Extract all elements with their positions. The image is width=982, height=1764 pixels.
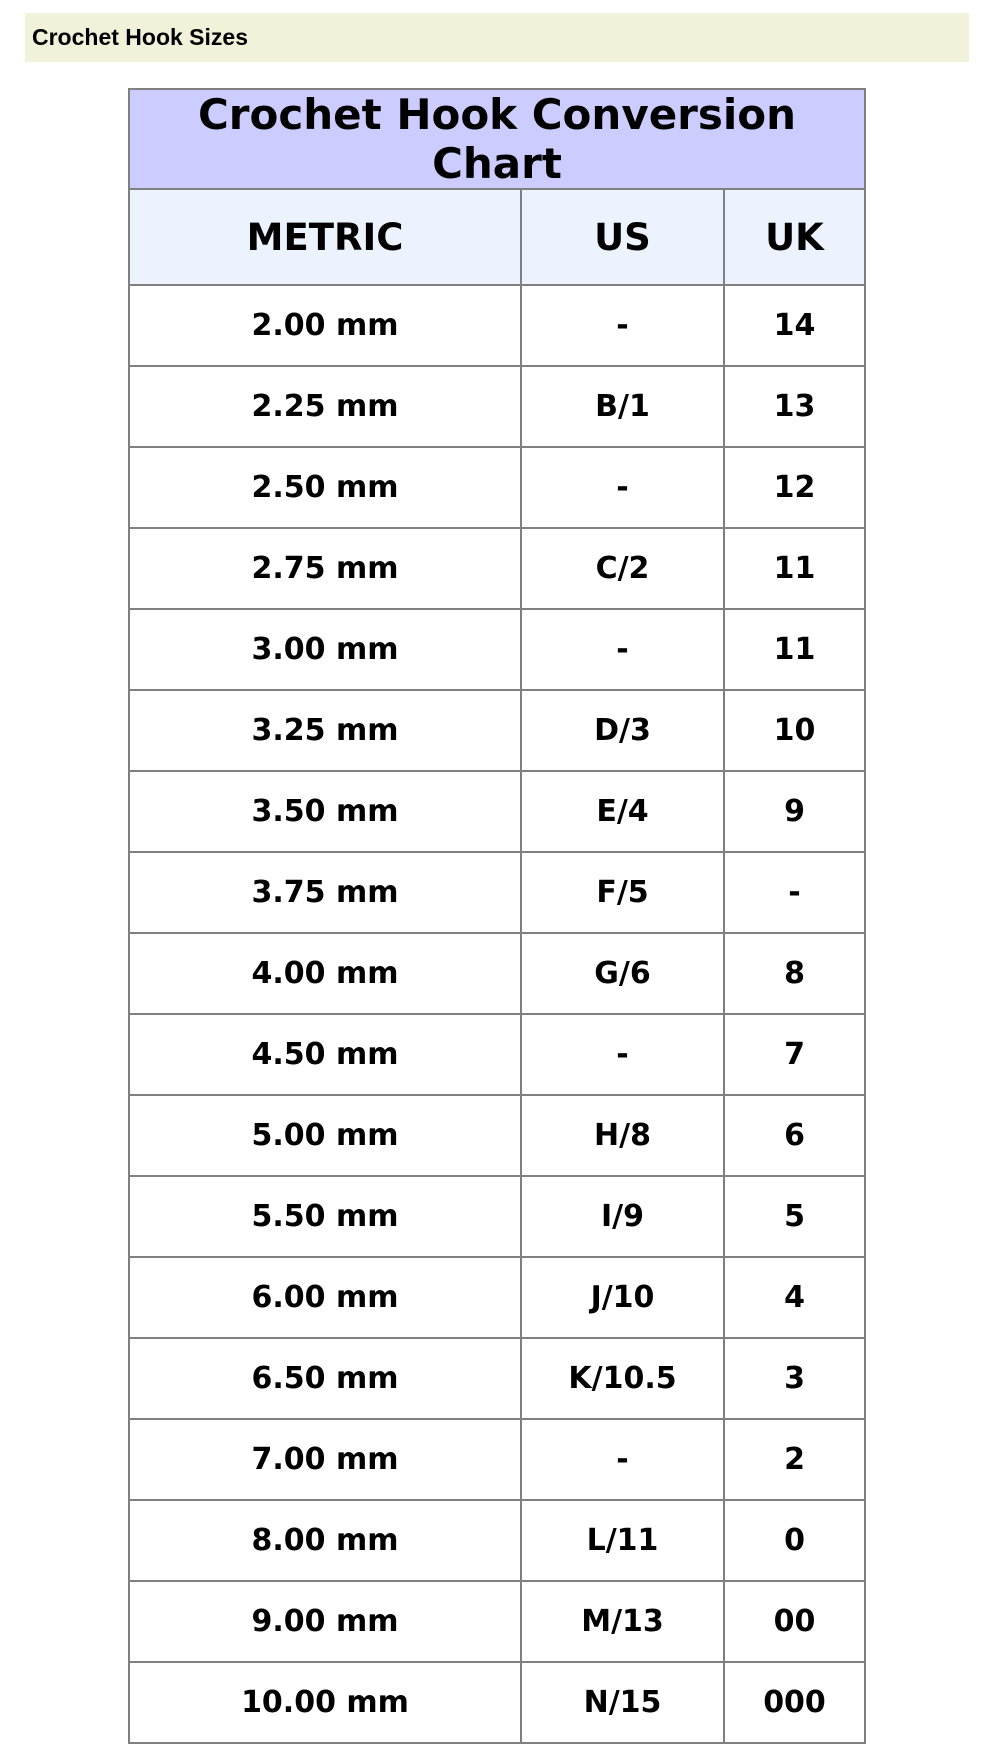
cell-metric: 8.00 mm xyxy=(129,1500,521,1581)
cell-metric: 10.00 mm xyxy=(129,1662,521,1743)
table-row xyxy=(129,771,865,852)
table-row xyxy=(129,1338,865,1419)
cell-metric: 6.50 mm xyxy=(129,1338,521,1419)
cell-metric: 5.00 mm xyxy=(129,1095,521,1176)
table-row xyxy=(129,609,865,690)
cell-us: L/11 xyxy=(521,1500,724,1581)
table-title: Crochet Hook Conversion Chart xyxy=(129,89,865,189)
cell-metric: 3.25 mm xyxy=(129,690,521,771)
table-row xyxy=(129,1419,865,1500)
cell-us: F/5 xyxy=(521,852,724,933)
cell-metric: 4.50 mm xyxy=(129,1014,521,1095)
table-row xyxy=(129,1176,865,1257)
cell-us: - xyxy=(521,1014,724,1095)
cell-metric: 2.50 mm xyxy=(129,447,521,528)
cell-uk: 2 xyxy=(724,1419,865,1500)
table-row xyxy=(129,1095,865,1176)
table-row xyxy=(129,447,865,528)
cell-us: I/9 xyxy=(521,1176,724,1257)
cell-metric: 3.75 mm xyxy=(129,852,521,933)
cell-us: K/10.5 xyxy=(521,1338,724,1419)
cell-metric: 6.00 mm xyxy=(129,1257,521,1338)
table-title-row xyxy=(129,89,865,189)
cell-uk: 10 xyxy=(724,690,865,771)
cell-us: - xyxy=(521,609,724,690)
cell-uk: 11 xyxy=(724,609,865,690)
cell-metric: 7.00 mm xyxy=(129,1419,521,1500)
cell-us: B/1 xyxy=(521,366,724,447)
table-header-row xyxy=(129,189,865,285)
cell-uk: 3 xyxy=(724,1338,865,1419)
cell-metric: 2.00 mm xyxy=(129,285,521,366)
table-row xyxy=(129,1014,865,1095)
cell-us: E/4 xyxy=(521,771,724,852)
cell-metric: 3.50 mm xyxy=(129,771,521,852)
page-heading: Crochet Hook Sizes xyxy=(32,24,248,50)
cell-metric: 2.25 mm xyxy=(129,366,521,447)
cell-metric: 4.00 mm xyxy=(129,933,521,1014)
table-row xyxy=(129,528,865,609)
table-row xyxy=(129,852,865,933)
cell-uk: 6 xyxy=(724,1095,865,1176)
table-row xyxy=(129,1500,865,1581)
cell-metric: 9.00 mm xyxy=(129,1581,521,1662)
conversion-table xyxy=(128,88,866,1744)
cell-uk: 7 xyxy=(724,1014,865,1095)
table-row xyxy=(129,366,865,447)
cell-uk: 12 xyxy=(724,447,865,528)
cell-uk: 13 xyxy=(724,366,865,447)
cell-us: C/2 xyxy=(521,528,724,609)
cell-us: - xyxy=(521,285,724,366)
column-header-metric: METRIC xyxy=(129,189,521,285)
table-row xyxy=(129,933,865,1014)
table-row xyxy=(129,690,865,771)
cell-uk: 14 xyxy=(724,285,865,366)
table-row xyxy=(129,1662,865,1743)
column-header-uk: UK xyxy=(724,189,865,285)
cell-metric: 2.75 mm xyxy=(129,528,521,609)
cell-us: D/3 xyxy=(521,690,724,771)
cell-uk: 9 xyxy=(724,771,865,852)
cell-us: - xyxy=(521,1419,724,1500)
cell-us: N/15 xyxy=(521,1662,724,1743)
cell-uk: 0 xyxy=(724,1500,865,1581)
column-header-us: US xyxy=(521,189,724,285)
cell-uk: 8 xyxy=(724,933,865,1014)
cell-uk: - xyxy=(724,852,865,933)
cell-us: J/10 xyxy=(521,1257,724,1338)
cell-uk: 00 xyxy=(724,1581,865,1662)
cell-uk: 4 xyxy=(724,1257,865,1338)
cell-uk: 11 xyxy=(724,528,865,609)
cell-us: H/8 xyxy=(521,1095,724,1176)
cell-metric: 3.00 mm xyxy=(129,609,521,690)
cell-us: M/13 xyxy=(521,1581,724,1662)
page-heading-bar xyxy=(25,13,969,62)
cell-uk: 000 xyxy=(724,1662,865,1743)
table-row xyxy=(129,1257,865,1338)
cell-us: - xyxy=(521,447,724,528)
table-body xyxy=(129,285,865,1743)
cell-us: G/6 xyxy=(521,933,724,1014)
table-row xyxy=(129,1581,865,1662)
cell-metric: 5.50 mm xyxy=(129,1176,521,1257)
table-row xyxy=(129,285,865,366)
cell-uk: 5 xyxy=(724,1176,865,1257)
